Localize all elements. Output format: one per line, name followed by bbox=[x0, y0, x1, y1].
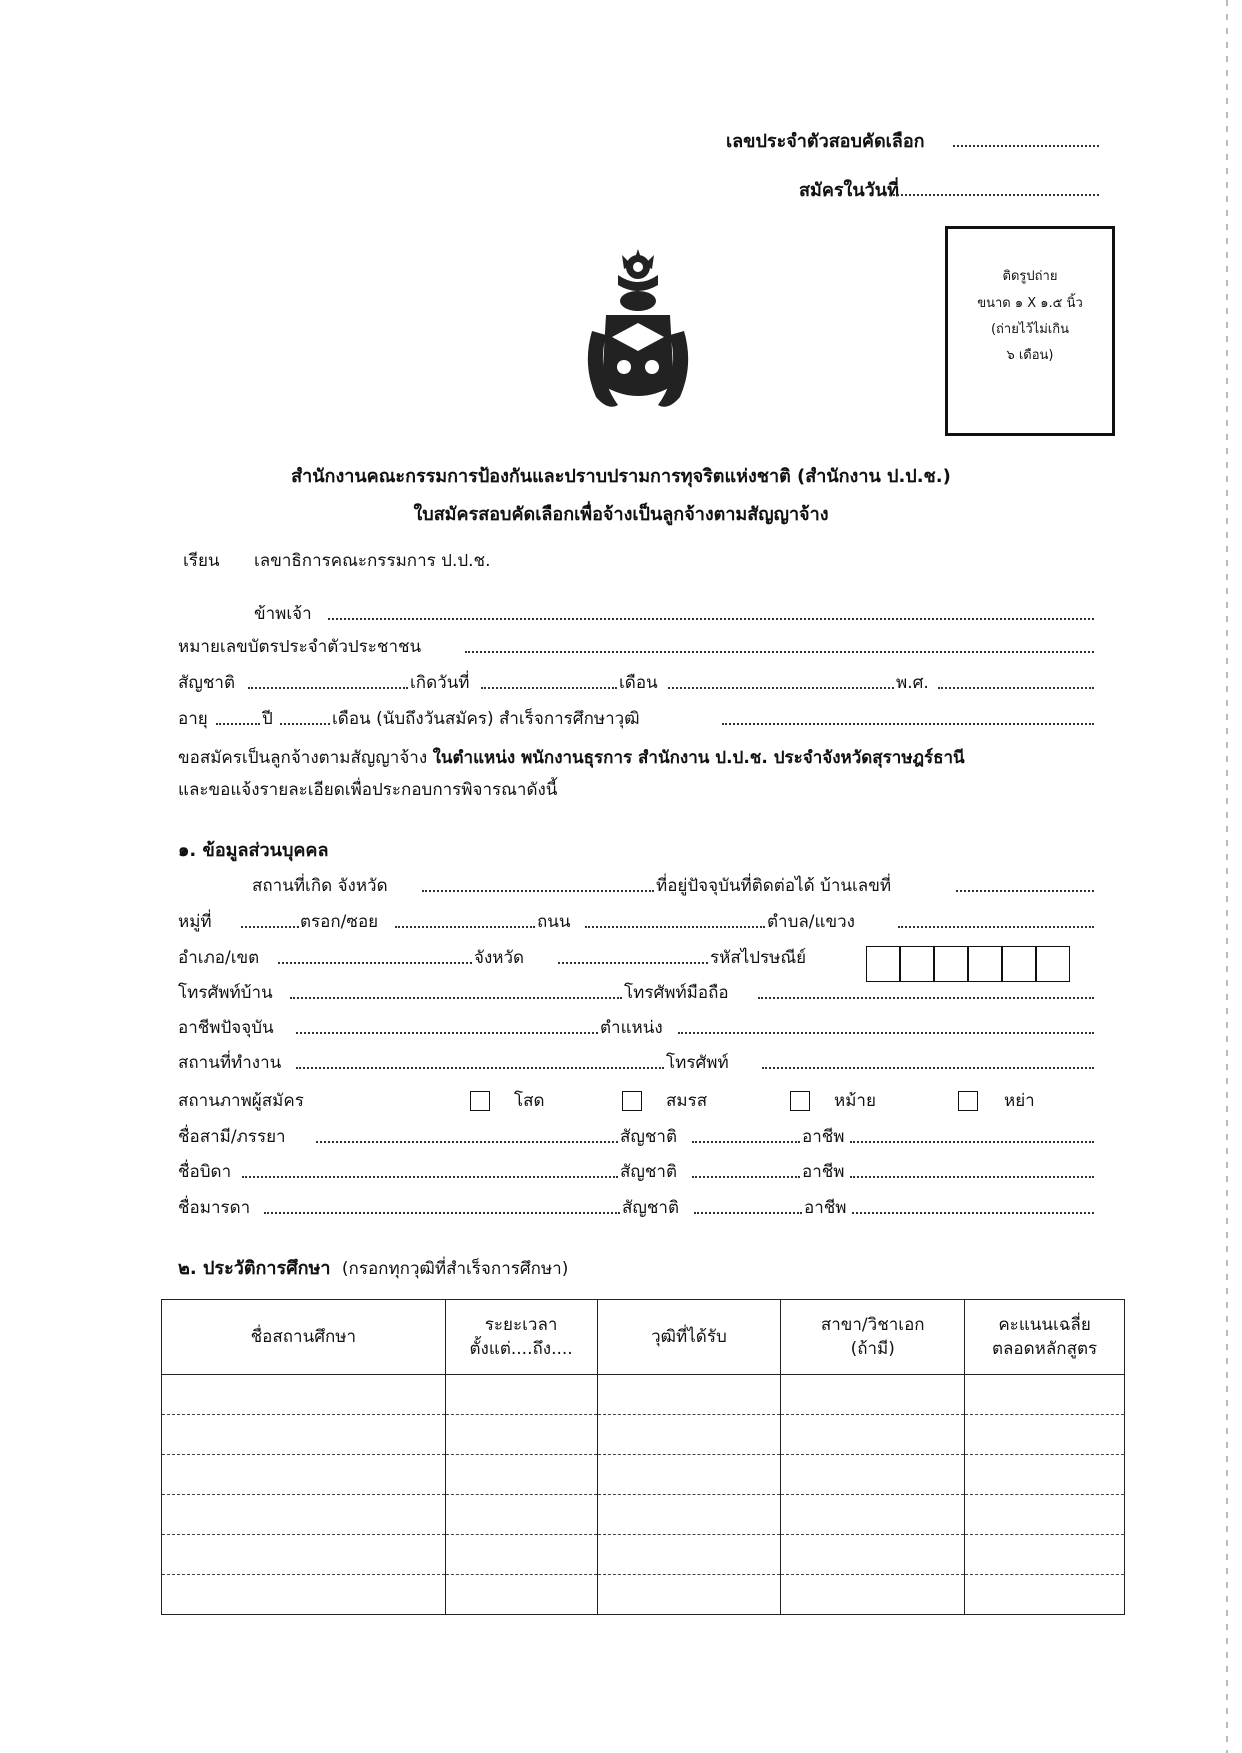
status-widowed-checkbox[interactable] bbox=[790, 1091, 810, 1111]
photo-line-4: ๖ เดือน) bbox=[1006, 348, 1054, 363]
age-label: อายุ bbox=[178, 709, 208, 729]
zip-label: รหัสไปรษณีย์ bbox=[710, 948, 807, 968]
position-label: ตำแหน่ง bbox=[600, 1018, 663, 1038]
mother-nationality-label: สัญชาติ bbox=[622, 1198, 679, 1218]
status-single-checkbox[interactable] bbox=[470, 1091, 490, 1111]
birthplace-label: สถานที่เกิด จังหวัด bbox=[252, 876, 388, 896]
work-phone-label: โทรศัพท์ bbox=[666, 1053, 729, 1073]
zip-digit-1[interactable] bbox=[866, 946, 900, 982]
education-table bbox=[161, 1299, 1125, 1615]
col-degree: วุฒิที่ได้รับ bbox=[597, 1300, 781, 1375]
birth-month-label: เดือน bbox=[619, 673, 658, 693]
soi-label: ตรอก/ซอย bbox=[300, 912, 379, 932]
mother-occupation-field[interactable] bbox=[852, 1212, 1094, 1214]
position-field[interactable] bbox=[678, 1032, 1094, 1034]
status-married-checkbox[interactable] bbox=[622, 1091, 642, 1111]
salutation-label: เรียน bbox=[183, 551, 220, 571]
table-row bbox=[162, 1415, 1125, 1455]
road-label: ถนน bbox=[537, 912, 571, 932]
mother-nationality-field[interactable] bbox=[694, 1212, 802, 1214]
father-name-field[interactable] bbox=[242, 1176, 618, 1178]
apply-position: ในตำแหน่ง พนักงานธุรการ สำนักงาน ป.ป.ช. ประจำจังหวัดสุราษฎร์ธานี bbox=[432, 748, 965, 768]
father-nationality-label: สัญชาติ bbox=[620, 1162, 677, 1182]
workplace-row bbox=[178, 1050, 1094, 1076]
status-divorced-label: หย่า bbox=[1004, 1091, 1035, 1111]
zip-digit-5[interactable] bbox=[1002, 946, 1036, 982]
scan-edge-mark bbox=[1226, 0, 1228, 1753]
occupation-field[interactable] bbox=[296, 1032, 598, 1034]
mother-label: ชื่อมารดา bbox=[178, 1198, 251, 1218]
apply-prefix: ขอสมัครเป็นลูกจ้างตามสัญญาจ้าง bbox=[178, 748, 428, 768]
amphoe-label: อำเภอ/เขต bbox=[178, 948, 260, 968]
mother-row bbox=[178, 1195, 1094, 1221]
table-row bbox=[162, 1375, 1125, 1415]
col-institution: ชื่อสถานศึกษา bbox=[162, 1300, 446, 1375]
mobile-label: โทรศัพท์มือถือ bbox=[624, 983, 729, 1003]
age-row bbox=[178, 706, 1094, 732]
occupation-label: อาชีพปัจจุบัน bbox=[178, 1018, 274, 1038]
status-row bbox=[178, 1088, 1094, 1114]
work-phone-field[interactable] bbox=[762, 1067, 1094, 1069]
photo-box[interactable] bbox=[945, 226, 1115, 436]
name-label: ข้าพเจ้า bbox=[254, 604, 312, 624]
section1-title: ๑. ข้อมูลส่วนบุคคล bbox=[178, 840, 329, 861]
degree-field[interactable] bbox=[722, 723, 1094, 725]
education-header-row bbox=[162, 1300, 1125, 1375]
age-months-field[interactable] bbox=[280, 723, 330, 725]
status-label: สถานภาพผู้สมัคร bbox=[178, 1091, 304, 1111]
workplace-field[interactable] bbox=[296, 1067, 664, 1069]
table-row bbox=[162, 1455, 1125, 1495]
address-no-label: ที่อยู่ปัจจุบันที่ติดต่อได้ บ้านเลขที่ bbox=[656, 876, 892, 896]
spouse-label: ชื่อสามี/ภรรยา bbox=[178, 1127, 286, 1147]
exam-id-label: เลขประจำตัวสอบคัดเลือก bbox=[726, 131, 925, 152]
father-nationality-field[interactable] bbox=[692, 1176, 800, 1178]
province-label: จังหวัด bbox=[474, 948, 525, 968]
nationality-field[interactable] bbox=[248, 687, 408, 689]
birthplace-field[interactable] bbox=[422, 890, 654, 892]
moo-label: หมู่ที่ bbox=[178, 912, 212, 932]
father-occupation-field[interactable] bbox=[850, 1176, 1094, 1178]
id-card-row bbox=[178, 634, 1094, 660]
spouse-nationality-field[interactable] bbox=[692, 1141, 800, 1143]
address-no-field[interactable] bbox=[956, 890, 1094, 892]
spouse-nationality-label: สัญชาติ bbox=[620, 1127, 677, 1147]
photo-line-1: ติดรูปถ่าย bbox=[1002, 269, 1058, 284]
father-occupation-label: อาชีพ bbox=[802, 1162, 845, 1182]
be-label: พ.ศ. bbox=[896, 673, 929, 693]
age-years-field[interactable] bbox=[216, 723, 260, 725]
father-label: ชื่อบิดา bbox=[178, 1162, 232, 1182]
home-phone-label: โทรศัพท์บ้าน bbox=[178, 983, 273, 1003]
moo-field[interactable] bbox=[241, 926, 299, 928]
apply-line-2: และขอแจ้งรายละเอียดเพื่อประกอบการพิจารณาดังนี้ bbox=[178, 780, 558, 800]
status-single-label: โสด bbox=[514, 1091, 545, 1111]
col-period: ระยะเวลา ตั้งแต่....ถึง.... bbox=[445, 1300, 597, 1375]
zip-digit-6[interactable] bbox=[1036, 946, 1070, 982]
salutation-to: เลขาธิการคณะกรรมการ ป.ป.ช. bbox=[254, 551, 491, 571]
status-married-label: สมรส bbox=[666, 1091, 708, 1111]
table-row bbox=[162, 1535, 1125, 1575]
status-widowed-label: หม้าย bbox=[834, 1091, 876, 1111]
home-phone-field[interactable] bbox=[290, 997, 622, 999]
name-field[interactable] bbox=[328, 618, 1094, 620]
emblem-logo bbox=[578, 245, 698, 420]
occupation-row bbox=[178, 1015, 1094, 1041]
address-row bbox=[178, 909, 1094, 935]
photo-line-3: (ถ่ายไว้ไม่เกิน bbox=[990, 322, 1069, 337]
mother-occupation-label: อาชีพ bbox=[804, 1198, 847, 1218]
nationality-label: สัญชาติ bbox=[178, 673, 235, 693]
zip-digit-3[interactable] bbox=[934, 946, 968, 982]
spouse-occupation-field[interactable] bbox=[850, 1141, 1094, 1143]
exam-id-field[interactable] bbox=[953, 145, 1099, 147]
tambon-label: ตำบล/แขวง bbox=[767, 912, 855, 932]
father-row bbox=[178, 1159, 1094, 1185]
zip-digit-4[interactable] bbox=[968, 946, 1002, 982]
soi-field[interactable] bbox=[395, 926, 535, 928]
id-card-label: หมายเลขบัตรประจำตัวประชาชน bbox=[178, 637, 422, 657]
birthplace-row bbox=[178, 873, 1094, 899]
amphoe-field[interactable] bbox=[278, 962, 472, 964]
mobile-field[interactable] bbox=[758, 997, 1094, 999]
birth-row bbox=[178, 670, 1094, 696]
photo-line-2: ขนาด ๑ X ๑.๕ นิ้ว bbox=[977, 296, 1083, 311]
status-divorced-checkbox[interactable] bbox=[958, 1091, 978, 1111]
apply-date-label: สมัครในวันที่ bbox=[799, 180, 899, 201]
section2-note: (กรอกทุกวุฒิที่สำเร็จการศึกษา) bbox=[341, 1259, 569, 1279]
months-label: เดือน (นับถึงวันสมัคร) สำเร็จการศึกษาวุฒิ bbox=[332, 709, 640, 729]
col-gpa: คะแนนเฉลี่ย ตลอดหลักสูตร bbox=[965, 1300, 1125, 1375]
apply-date-field[interactable] bbox=[884, 194, 1099, 196]
spouse-name-field[interactable] bbox=[316, 1141, 618, 1143]
tambon-field[interactable] bbox=[898, 926, 1094, 928]
col-major: สาขา/วิชาเอก (ถ้ามี) bbox=[781, 1300, 965, 1375]
table-row bbox=[162, 1495, 1125, 1535]
birth-date-field[interactable] bbox=[481, 687, 617, 689]
spouse-row bbox=[178, 1124, 1094, 1150]
birth-year-field[interactable] bbox=[938, 687, 1094, 689]
org-title: สำนักงานคณะกรรมการป้องกันและปราบปรามการทุจริตแห่งชาติ (สำนักงาน ป.ป.ช.) bbox=[291, 466, 951, 487]
phone-row bbox=[178, 980, 1094, 1006]
province-field[interactable] bbox=[558, 962, 708, 964]
birth-date-label: เกิดวันที่ bbox=[410, 673, 470, 693]
name-row bbox=[178, 601, 1094, 627]
years-label: ปี bbox=[262, 709, 273, 729]
form-title: ใบสมัครสอบคัดเลือกเพื่อจ้างเป็นลูกจ้างตามสัญญาจ้าง bbox=[413, 504, 829, 525]
zip-digit-2[interactable] bbox=[900, 946, 934, 982]
birth-month-field[interactable] bbox=[668, 687, 894, 689]
road-field[interactable] bbox=[585, 926, 765, 928]
table-row bbox=[162, 1575, 1125, 1615]
id-card-field[interactable] bbox=[465, 651, 1094, 653]
mother-name-field[interactable] bbox=[264, 1212, 620, 1214]
spouse-occupation-label: อาชีพ bbox=[802, 1127, 845, 1147]
section2-title: ๒. ประวัติการศึกษา bbox=[178, 1258, 331, 1279]
workplace-label: สถานที่ทำงาน bbox=[178, 1053, 282, 1073]
